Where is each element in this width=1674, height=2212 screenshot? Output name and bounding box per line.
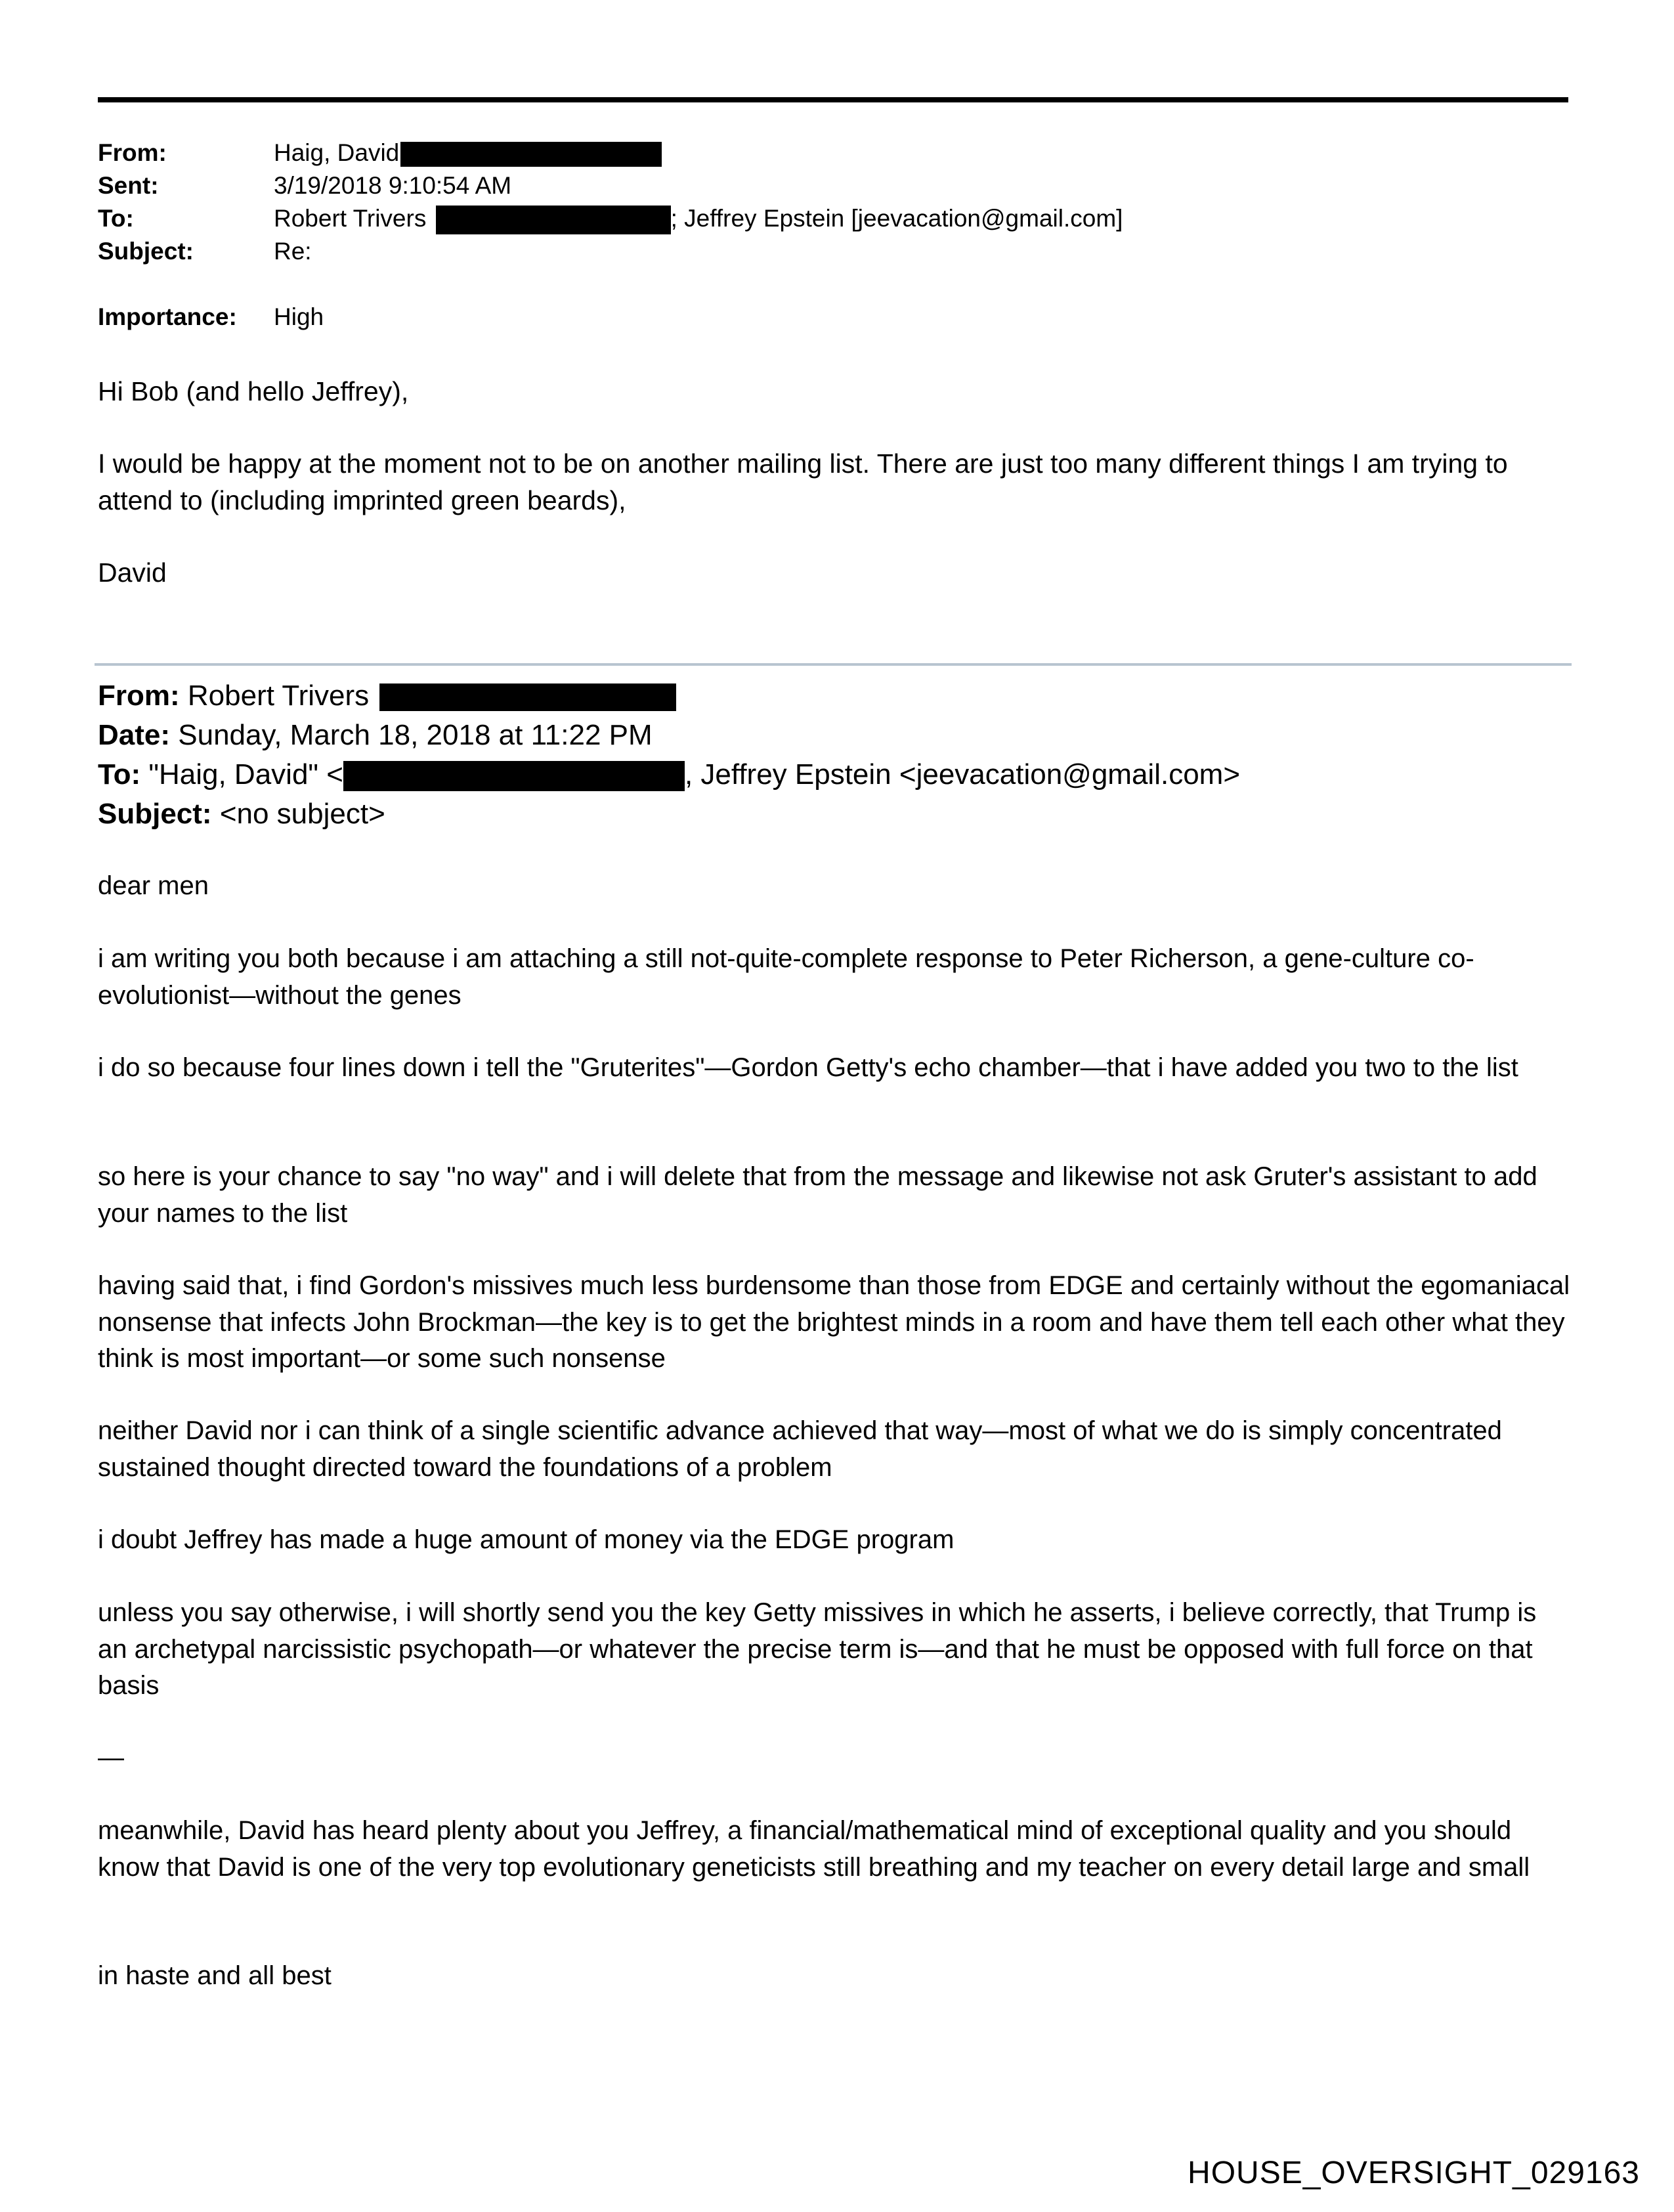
email1-importance-value: High [274,303,324,330]
redaction-bar [436,206,671,234]
email1-signature: David [98,557,167,588]
email1-from-label: From: [98,139,167,166]
top-rule [98,97,1568,102]
email1-to-label: To: [98,205,134,232]
redaction-bar [400,142,662,167]
email2-paragraph: unless you say otherwise, i will shortly send you the key Getty missives in which he asserts, i believe correctly, that Trump is an archetypal narcissistic psychopath—or whatever the precise term is—and that he must be opposed with full force on that basis [98,1598,1537,1700]
email2-date-value: Sunday, March 18, 2018 at 11:22 PM [178,719,653,751]
email2-to-value-a: "Haig, David" < [148,758,343,791]
redaction-bar [343,761,685,791]
email2-paragraph: meanwhile, David has heard plenty about you Jeffrey, a financial/mathematical mind of exceptional quality and you should know that David is one of the very top evolutionary geneticists still breathing and my teacher on every detail large and small [98,1816,1530,1882]
email2-subject-label: Subject: [98,798,212,830]
email1-from-value: Haig, David [274,139,400,166]
email2-paragraph: in haste and all best [98,1961,332,1990]
email2-to-label: To: [98,758,141,791]
email2-paragraph: having said that, i find Gordon's missives much less burdensome than those from EDGE and certainly without the egomaniacal nonsense that infects John Brockman—the key is to get the brightest minds in a room and have them tell each other what they think is most important—or some such nonsense [98,1271,1570,1373]
email2-paragraph: — [98,1743,124,1772]
email1-subject-value: Re: [274,238,312,265]
email1-sent-label: Sent: [98,172,159,199]
email-separator [95,663,1572,666]
email2-subject-value: <no subject> [219,798,385,830]
bates-number: HOUSE_OVERSIGHT_029163 [1188,2156,1640,2190]
email1-to-value-b: ; Jeffrey Epstein [jeevacation@gmail.com] [670,205,1123,232]
email2-date-row [98,716,653,755]
email2-from-value: Robert Trivers [187,680,370,712]
email2-subject-row [98,794,385,834]
email1-subject-label: Subject: [98,238,194,265]
email1-sent-value: 3/19/2018 9:10:54 AM [274,172,512,199]
email2-date-label: Date: [98,719,171,751]
email2-from-row [98,676,676,716]
email2-paragraph: dear men [98,871,209,900]
email2-to-value-b: , Jeffrey Epstein <jeevacation@gmail.com> [684,758,1241,791]
email2-paragraph: so here is your chance to say "no way" and i will delete that from the message and likewise not ask Gruter's assistant to add your names to the list [98,1162,1537,1228]
email2-to-row [98,755,1240,794]
redaction-bar [379,683,676,711]
email2-paragraph: i doubt Jeffrey has made a huge amount of money via the EDGE program [98,1525,955,1554]
email2-paragraph: neither David nor i can think of a single scientific advance achieved that way—most of what we do is simply concentrated sustained thought directed toward the foundations of a problem [98,1416,1502,1482]
email1-body: I would be happy at the moment not to be on another mailing list. There are just too many different things I am trying to attend to (including imprinted green beards), [98,448,1508,515]
email2-paragraph: i am writing you both because i am attaching a still not-quite-complete response to Peter Richerson, a gene-culture co-evolutionist—without the genes [98,944,1474,1010]
email1-greeting: Hi Bob (and hello Jeffrey), [98,376,409,406]
email1-importance-label: Importance: [98,303,237,330]
email2-paragraph: i do so because four lines down i tell the "Gruterites"—Gordon Getty's echo chamber—that i have added you two to the list [98,1053,1518,1082]
email2-from-label: From: [98,680,180,712]
email1-to-value-a: Robert Trivers [274,205,427,232]
